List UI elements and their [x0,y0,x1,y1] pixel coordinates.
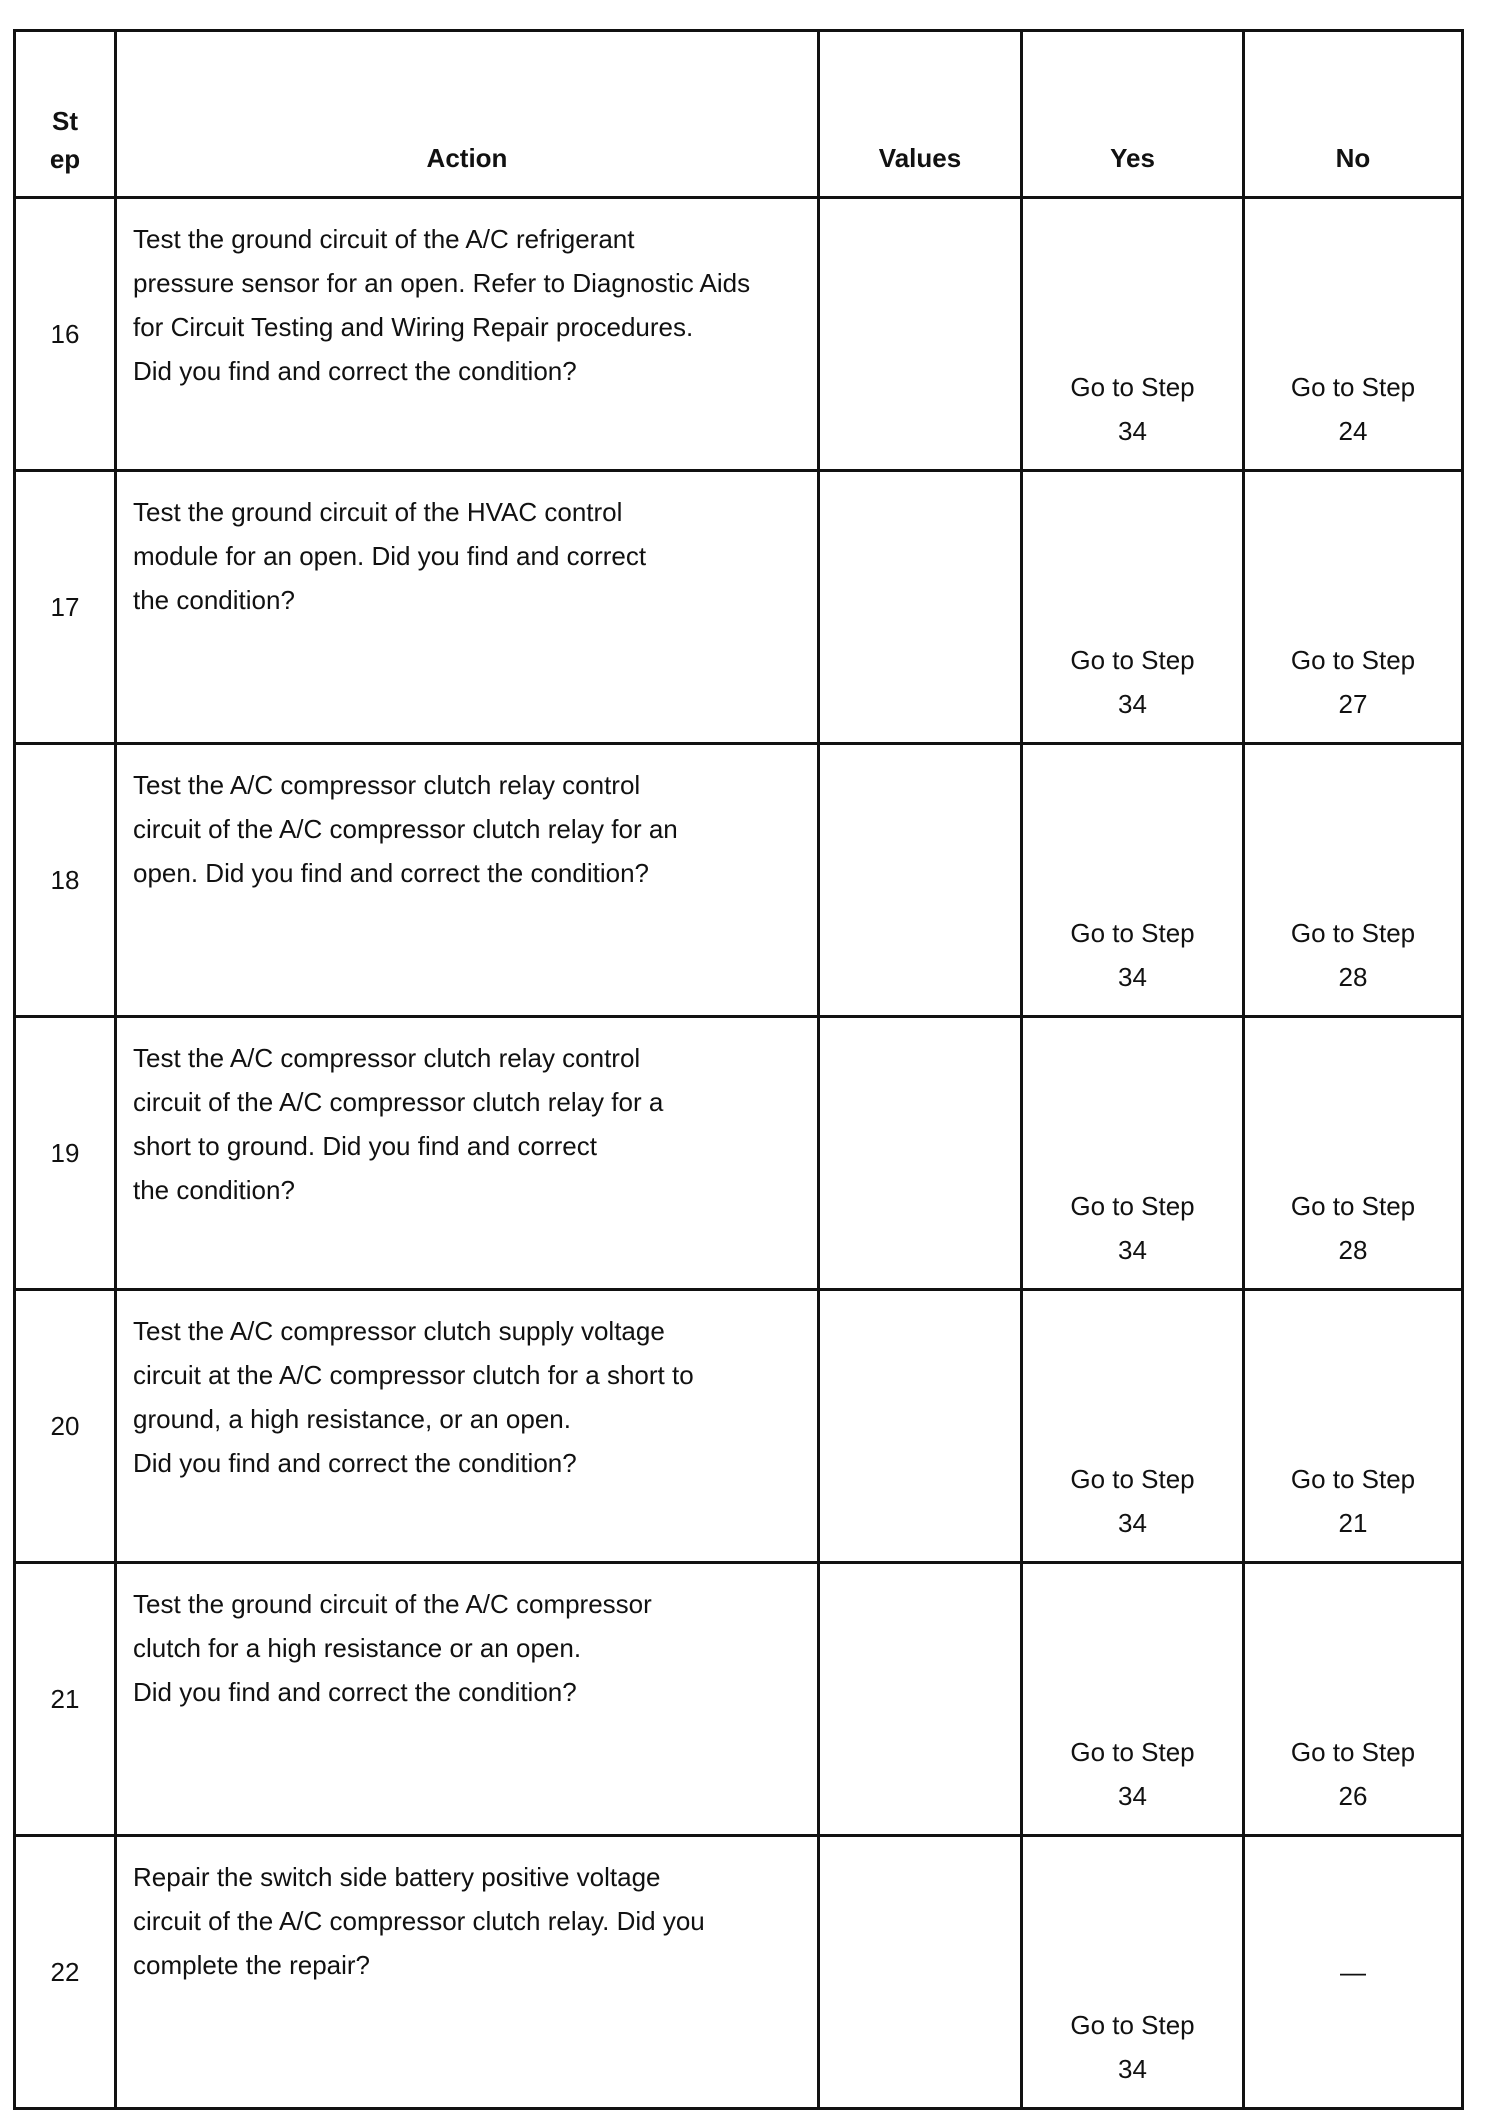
action-line: Test the A/C compressor clutch supply voltage [133,1316,665,1346]
step-number: 18 [15,744,116,1017]
no-cell [1244,744,1463,1017]
step-number: 21 [15,1563,116,1836]
yes-cell [1022,198,1244,471]
action-cell [116,198,819,471]
yes-goto-label: Go to Step [1070,1464,1195,1494]
action-line: circuit of the A/C compressor clutch relay for an [133,814,678,844]
yes-cell [1022,1017,1244,1290]
step-number: 19 [15,1017,116,1290]
table-row [15,198,1463,471]
action-line: for Circuit Testing and Wiring Repair procedures. [133,312,694,342]
action-line: clutch for a high resistance or an open. [133,1633,582,1663]
no-cell [1244,1563,1463,1836]
action-line: Did you find and correct the condition? [133,356,577,386]
header-yes: Yes [1022,31,1244,198]
action-cell [116,1836,819,2109]
action-line: Repair the switch side battery positive voltage [133,1862,661,1892]
values-cell [819,1563,1022,1836]
yes-goto-step: 34 [1118,2054,1147,2084]
no-goto-step: 28 [1338,962,1368,992]
no-goto-label: Go to Step [1290,1191,1416,1221]
no-goto-label: Go to Step [1290,1464,1416,1494]
action-line: pressure sensor for an open. Refer to Diagnostic Aids [133,268,751,298]
action-line: Test the ground circuit of the A/C refrigerant [133,224,635,254]
yes-goto-step: 34 [1118,1781,1147,1811]
yes-cell [1022,1836,1244,2109]
yes-goto-step: 34 [1118,1508,1147,1538]
yes-goto-label: Go to Step [1070,645,1195,675]
action-line: open. Did you find and correct the condition? [133,858,650,888]
action-line: Did you find and correct the condition? [133,1677,577,1707]
table-row [15,1017,1463,1290]
action-line: the condition? [133,585,295,615]
no-cell [1244,471,1463,744]
header-step [15,31,116,198]
yes-cell [1022,744,1244,1017]
action-line: circuit of the A/C compressor clutch relay. Did you [133,1906,705,1936]
table-row [15,744,1463,1017]
step-number: 16 [15,198,116,471]
action-line: circuit at the A/C compressor clutch for a short to [133,1360,694,1390]
action-line: complete the repair? [133,1950,371,1980]
yes-goto-label: Go to Step [1070,2010,1195,2040]
yes-goto-label: Go to Step [1070,372,1195,402]
yes-cell [1022,1563,1244,1836]
step-number: 22 [15,1836,116,2109]
table-row [15,471,1463,744]
yes-goto-step: 34 [1118,1235,1147,1265]
no-goto-step: 21 [1338,1508,1368,1538]
header-no: No [1244,31,1463,198]
header-values: Values [819,31,1022,198]
action-line: Did you find and correct the condition? [133,1448,577,1478]
action-line: module for an open. Did you find and correct [133,541,647,571]
no-goto-step: 26 [1338,1781,1368,1811]
no-cell-dash: — [1244,1836,1463,2109]
action-line: Test the A/C compressor clutch relay control [133,770,641,800]
action-line: circuit of the A/C compressor clutch relay for a [133,1087,664,1117]
yes-goto-label: Go to Step [1070,1737,1195,1767]
no-goto-step: 28 [1338,1235,1368,1265]
action-line: Test the A/C compressor clutch relay control [133,1043,641,1073]
action-cell [116,1563,819,1836]
values-cell [819,1290,1022,1563]
header-row [15,31,1463,198]
header-step-line1: St [52,106,78,136]
table-row [15,1290,1463,1563]
diagnostic-table [13,29,1464,2110]
action-line: short to ground. Did you find and correct [133,1131,597,1161]
no-goto-label: Go to Step [1290,918,1416,948]
yes-goto-step: 34 [1118,962,1147,992]
action-cell [116,471,819,744]
action-line: ground, a high resistance, or an open. [133,1404,571,1434]
yes-goto-label: Go to Step [1070,918,1195,948]
action-cell [116,744,819,1017]
table-row [15,1836,1463,2109]
header-action: Action [116,31,819,198]
header-step-line2: ep [49,144,81,174]
values-cell [819,1836,1022,2109]
yes-goto-step: 34 [1118,689,1147,719]
yes-cell [1022,471,1244,744]
yes-cell [1022,1290,1244,1563]
no-goto-label: Go to Step [1290,1737,1416,1767]
values-cell [819,198,1022,471]
no-goto-step: 24 [1338,416,1368,446]
action-cell [116,1017,819,1290]
no-cell [1244,1290,1463,1563]
values-cell [819,471,1022,744]
yes-goto-step: 34 [1118,416,1147,446]
action-line: Test the ground circuit of the HVAC control [133,497,623,527]
no-cell [1244,198,1463,471]
values-cell [819,1017,1022,1290]
action-cell [116,1290,819,1563]
table-row [15,1563,1463,1836]
action-line: the condition? [133,1175,295,1205]
values-cell [819,744,1022,1017]
no-goto-label: Go to Step [1290,645,1416,675]
step-number: 20 [15,1290,116,1563]
no-goto-label: Go to Step [1290,372,1416,402]
no-cell [1244,1017,1463,1290]
action-line: Test the ground circuit of the A/C compressor [133,1589,652,1619]
no-goto-step: 27 [1338,689,1368,719]
step-number: 17 [15,471,116,744]
yes-goto-label: Go to Step [1070,1191,1195,1221]
